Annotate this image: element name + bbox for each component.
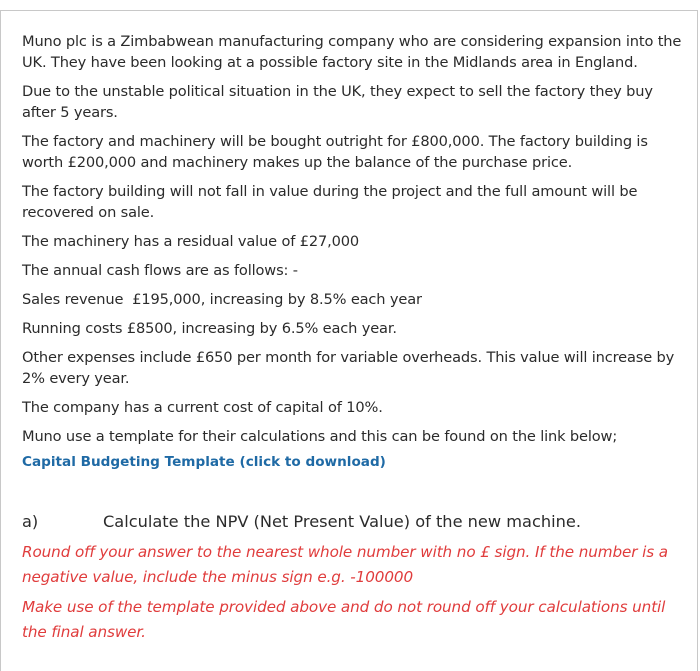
- paragraph-political-situation: Due to the unstable political situation in the UK, they expect to sell the factory they buy after 5 years.: [22, 83, 653, 121]
- paragraph-running-costs: Running costs £8500, increasing by 6.5% each year.: [22, 320, 397, 337]
- paragraph-sales-revenue: Sales revenue £195,000, increasing by 8.5% each year: [22, 291, 422, 308]
- paragraph-template-note: Muno use a template for their calculations and this can be found on the link below;: [22, 428, 618, 445]
- paragraph-cash-flows-heading: The annual cash flows are as follows: -: [22, 262, 298, 279]
- paragraph-other-expenses: Other expenses include £650 per month for variable overheads. This value will increase by 2% every year.: [22, 349, 675, 387]
- paragraph-intro: Muno plc is a Zimbabwean manufacturing company who are considering expansion into the UK. They have been looking at a possible factory site in the Midlands area in England.: [22, 33, 682, 71]
- instruction-template-usage: Make use of the template provided above and do not round off your calculations until the final answer.: [22, 598, 666, 641]
- question-label: a): [22, 512, 39, 531]
- question-text: Calculate the NPV (Net Present Value) of the new machine.: [103, 512, 581, 531]
- question-row: [22, 510, 686, 534]
- question-a: [22, 510, 686, 650]
- paragraph-purchase-price: The factory and machinery will be bought outright for £800,000. The factory building is worth £200,000 and machinery makes up the balance of the purchase price.: [22, 133, 648, 171]
- paragraph-residual-value: The machinery has a residual value of £27,000: [22, 233, 360, 250]
- case-description: [22, 31, 686, 473]
- instruction-rounding: Round off your answer to the nearest whole number with no £ sign. If the number is a negative value, include the minus sign e.g. -100000: [22, 543, 668, 586]
- paragraph-cost-of-capital: The company has a current cost of capital of 10%.: [22, 399, 383, 416]
- template-download-link[interactable]: Capital Budgeting Template (click to download): [22, 454, 386, 470]
- paragraph-building-value: The factory building will not fall in value during the project and the full amount will be recovered on sale.: [22, 183, 638, 221]
